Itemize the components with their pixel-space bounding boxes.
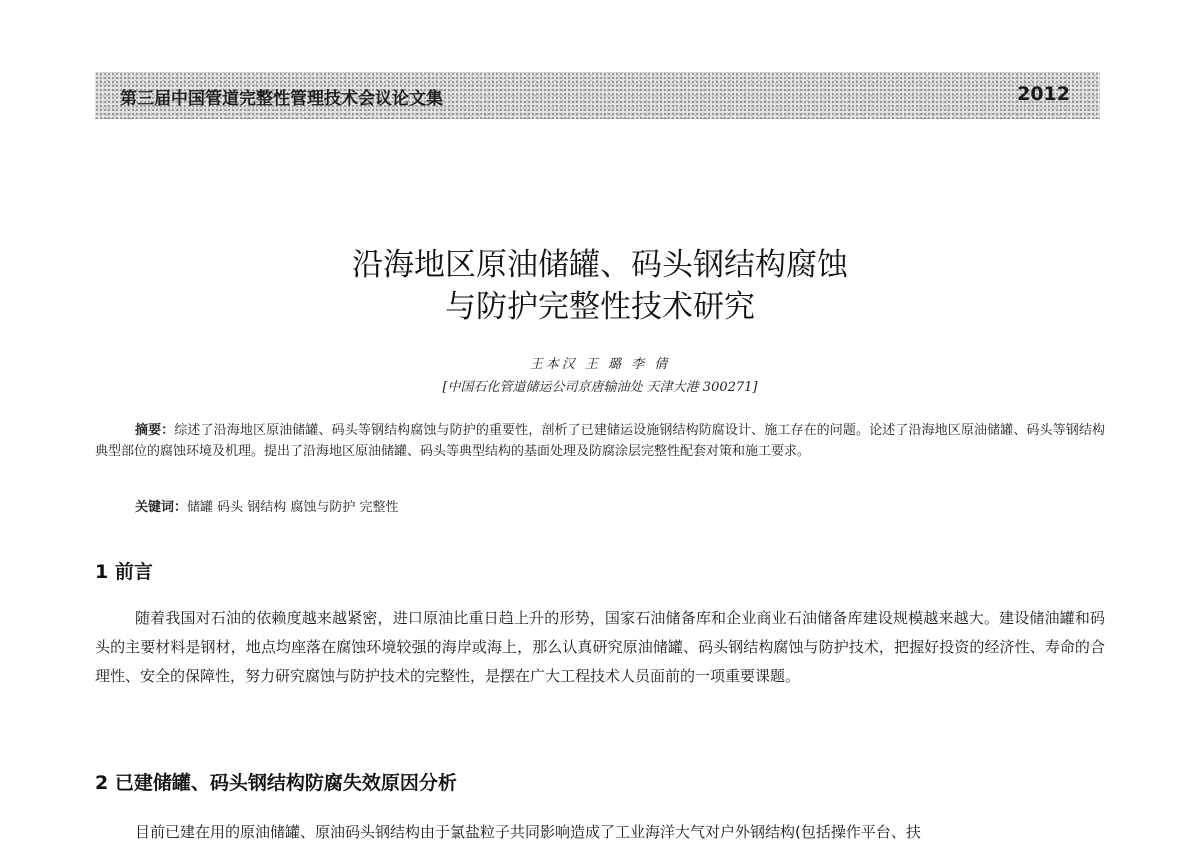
affiliation: [中国石化管道储运公司京唐输油处 天津大港 300271] bbox=[442, 380, 758, 395]
abstract bbox=[95, 420, 1105, 462]
proceedings-year: 2012 bbox=[1017, 83, 1070, 105]
keywords bbox=[95, 497, 1105, 518]
paper-title-line-1: 沿海地区原油储罐、码头钢结构腐蚀 bbox=[352, 247, 848, 283]
authors: 王本汉 王 璐 李 倩 bbox=[529, 357, 671, 372]
abstract-text: 综述了沿海地区原油储罐、码头等钢结构腐蚀与防护的重要性，剖析了已建储运设施钢结构防腐设计、施工存在的问题。论述了沿海地区原油储罐、码头等钢结构典型部位的腐蚀环境及机理。提出了沿海地区原油储罐、码头等典型结构的基面处理及防腐涂层完整性配套对策和施工要求。 bbox=[95, 423, 1105, 459]
running-header bbox=[95, 72, 1100, 119]
keywords-text: 储罐 码头 钢结构 腐蚀与防护 完整性 bbox=[187, 500, 399, 515]
proceedings-title: 第三届中国管道完整性管理技术会议论文集 bbox=[120, 89, 443, 109]
section-paragraph-failure-analysis: 目前已建在用的原油储罐、原油码头钢结构由于氯盐粒子共同影响造成了工业海洋大气对户外钢结构(包括操作平台、扶 bbox=[135, 823, 921, 841]
paper-title bbox=[0, 244, 1200, 328]
section-heading-introduction: 1 前言 bbox=[95, 561, 153, 583]
section-heading-failure-analysis: 2 已建储罐、码头钢结构防腐失效原因分析 bbox=[95, 772, 457, 794]
keywords-label: 关键词： bbox=[135, 500, 188, 515]
abstract-label: 摘要： bbox=[135, 423, 175, 438]
section-paragraph-introduction: 随着我国对石油的依赖度越来越紧密，进口原油比重日趋上升的形势，国家石油储备库和企业商业石油储备库建设规模越来越大。建设储油罐和码头的主要材料是钢材，地点均座落在腐蚀环境较强的海岸或海上，那么认真研究原油储罐、码头钢结构腐蚀与防护技术，把握好投资的经济性、寿命的合理性、安全的保障性，努力研究腐蚀与防护技术的完整性，是摆在广大工程技术人员面前的一项重要课题。 bbox=[95, 609, 1105, 685]
paper-title-line-2: 与防护完整性技术研究 bbox=[445, 289, 755, 325]
